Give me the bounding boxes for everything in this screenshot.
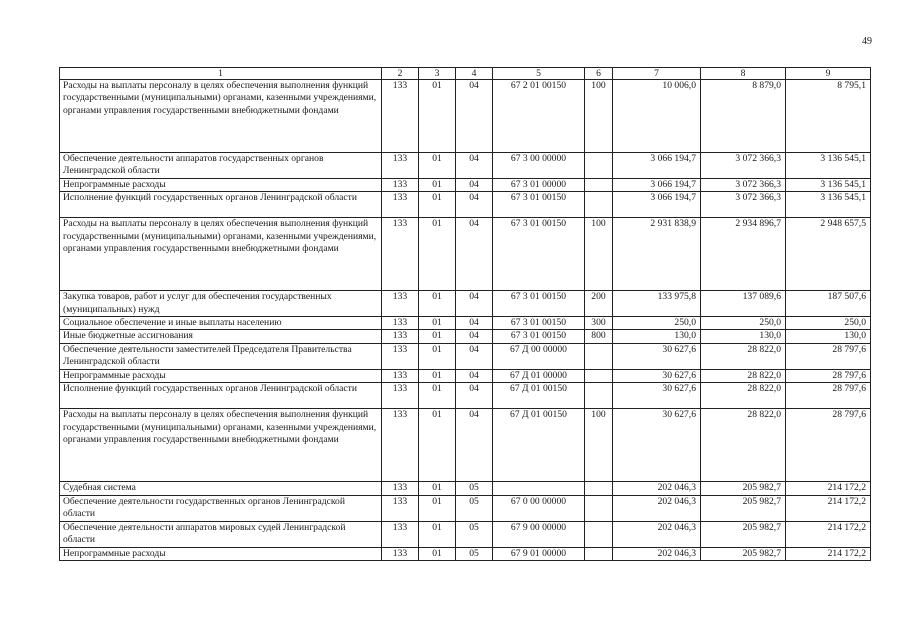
amount-col8-cell: 28 822,0 <box>701 369 786 382</box>
target-article-cell: 67 9 01 00000 <box>493 547 585 560</box>
amount-col9-cell: 214 172,2 <box>786 547 871 560</box>
subsection-code-cell: 04 <box>456 291 493 317</box>
ministry-code-cell: 133 <box>382 383 419 409</box>
amount-col9-cell: 250,0 <box>786 317 871 330</box>
section-code-cell: 01 <box>419 343 456 369</box>
amount-col9-cell: 2 948 657,5 <box>786 218 871 291</box>
table-row <box>60 369 871 382</box>
subsection-code-cell: 04 <box>456 153 493 179</box>
header-cell: 7 <box>613 68 701 80</box>
amount-col9-cell: 214 172,2 <box>786 495 871 521</box>
expense-name-cell: Социальное обеспечение и иные выплаты населению <box>60 317 382 330</box>
table-row <box>60 495 871 521</box>
expense-name-cell: Обеспечение деятельности заместителей Председателя Правительства Ленинградской области <box>60 343 382 369</box>
ministry-code-cell: 133 <box>382 330 419 343</box>
section-code-cell: 01 <box>419 409 456 482</box>
subsection-code-cell: 04 <box>456 192 493 218</box>
section-code-cell: 01 <box>419 369 456 382</box>
amount-col7-cell: 10 006,0 <box>613 80 701 153</box>
header-cell: 5 <box>493 68 585 80</box>
ministry-code-cell: 133 <box>382 178 419 191</box>
amount-col9-cell: 28 797,6 <box>786 409 871 482</box>
table-row <box>60 521 871 547</box>
table-row <box>60 343 871 369</box>
expense-type-cell <box>585 369 613 382</box>
target-article-cell: 67 2 01 00150 <box>493 80 585 153</box>
amount-col8-cell: 205 982,7 <box>701 547 786 560</box>
expense-name-cell: Обеспечение деятельности аппаратов государственных органов Ленинградской области <box>60 153 382 179</box>
section-code-cell: 01 <box>419 317 456 330</box>
section-code-cell: 01 <box>419 383 456 409</box>
subsection-code-cell: 05 <box>456 482 493 495</box>
table-row <box>60 153 871 179</box>
section-code-cell: 01 <box>419 547 456 560</box>
table-row <box>60 218 871 291</box>
expense-type-cell <box>585 153 613 179</box>
section-code-cell: 01 <box>419 482 456 495</box>
expense-name-cell: Обеспечение деятельности государственных органов Ленинградской области <box>60 495 382 521</box>
expense-name-cell: Расходы на выплаты персоналу в целях обеспечения выполнения функций государственными (муниципальными) органами, казенными учреждениями, органами управления государственными внебюджетными фондами <box>60 80 382 153</box>
amount-col9-cell: 130,0 <box>786 330 871 343</box>
header-cell: 9 <box>786 68 871 80</box>
target-article-cell: 67 3 01 00000 <box>493 178 585 191</box>
ministry-code-cell: 133 <box>382 153 419 179</box>
amount-col8-cell: 28 822,0 <box>701 409 786 482</box>
target-article-cell: 67 3 01 00150 <box>493 218 585 291</box>
amount-col8-cell: 250,0 <box>701 317 786 330</box>
target-article-cell: 67 9 00 00000 <box>493 521 585 547</box>
amount-col8-cell: 130,0 <box>701 330 786 343</box>
expense-type-cell <box>585 383 613 409</box>
amount-col7-cell: 250,0 <box>613 317 701 330</box>
section-code-cell: 01 <box>419 330 456 343</box>
header-cell: 3 <box>419 68 456 80</box>
target-article-cell: 67 3 01 00150 <box>493 291 585 317</box>
expense-type-cell <box>585 547 613 560</box>
expense-name-cell: Судебная система <box>60 482 382 495</box>
amount-col8-cell: 205 982,7 <box>701 521 786 547</box>
ministry-code-cell: 133 <box>382 192 419 218</box>
subsection-code-cell: 05 <box>456 521 493 547</box>
amount-col7-cell: 3 066 194,7 <box>613 178 701 191</box>
header-cell: 8 <box>701 68 786 80</box>
target-article-cell: 67 3 00 00000 <box>493 153 585 179</box>
ministry-code-cell: 133 <box>382 218 419 291</box>
ministry-code-cell: 133 <box>382 547 419 560</box>
table-row <box>60 547 871 560</box>
ministry-code-cell: 133 <box>382 495 419 521</box>
amount-col7-cell: 202 046,3 <box>613 482 701 495</box>
expense-type-cell: 100 <box>585 80 613 153</box>
header-cell: 4 <box>456 68 493 80</box>
amount-col8-cell: 3 072 366,3 <box>701 192 786 218</box>
target-article-cell: 67 Д 01 00150 <box>493 409 585 482</box>
amount-col9-cell: 28 797,6 <box>786 383 871 409</box>
expense-name-cell: Закупка товаров, работ и услуг для обеспечения государственных (муниципальных) нужд <box>60 291 382 317</box>
ministry-code-cell: 133 <box>382 369 419 382</box>
amount-col7-cell: 202 046,3 <box>613 547 701 560</box>
expense-type-cell <box>585 343 613 369</box>
target-article-cell <box>493 482 585 495</box>
ministry-code-cell: 133 <box>382 409 419 482</box>
budget-table <box>59 67 871 561</box>
amount-col7-cell: 30 627,6 <box>613 409 701 482</box>
table-row <box>60 317 871 330</box>
amount-col8-cell: 28 822,0 <box>701 343 786 369</box>
table-row <box>60 383 871 409</box>
expense-type-cell <box>585 482 613 495</box>
target-article-cell: 67 Д 00 00000 <box>493 343 585 369</box>
ministry-code-cell: 133 <box>382 521 419 547</box>
section-code-cell: 01 <box>419 80 456 153</box>
table-row <box>60 291 871 317</box>
target-article-cell: 67 Д 01 00000 <box>493 369 585 382</box>
ministry-code-cell: 133 <box>382 343 419 369</box>
amount-col8-cell: 3 072 366,3 <box>701 153 786 179</box>
amount-col9-cell: 214 172,2 <box>786 521 871 547</box>
ministry-code-cell: 133 <box>382 80 419 153</box>
amount-col7-cell: 30 627,6 <box>613 369 701 382</box>
amount-col7-cell: 30 627,6 <box>613 343 701 369</box>
section-code-cell: 01 <box>419 495 456 521</box>
subsection-code-cell: 04 <box>456 330 493 343</box>
expense-type-cell: 300 <box>585 317 613 330</box>
expense-name-cell: Непрограммные расходы <box>60 369 382 382</box>
subsection-code-cell: 05 <box>456 495 493 521</box>
expense-name-cell: Иные бюджетные ассигнования <box>60 330 382 343</box>
amount-col9-cell: 214 172,2 <box>786 482 871 495</box>
amount-col9-cell: 3 136 545,1 <box>786 178 871 191</box>
target-article-cell: 67 3 01 00150 <box>493 317 585 330</box>
subsection-code-cell: 05 <box>456 547 493 560</box>
table-row <box>60 409 871 482</box>
table-row <box>60 482 871 495</box>
section-code-cell: 01 <box>419 218 456 291</box>
target-article-cell: 67 0 00 00000 <box>493 495 585 521</box>
amount-col7-cell: 3 066 194,7 <box>613 192 701 218</box>
section-code-cell: 01 <box>419 291 456 317</box>
amount-col8-cell: 205 982,7 <box>701 495 786 521</box>
amount-col9-cell: 28 797,6 <box>786 369 871 382</box>
subsection-code-cell: 04 <box>456 178 493 191</box>
target-article-cell: 67 Д 01 00150 <box>493 383 585 409</box>
subsection-code-cell: 04 <box>456 369 493 382</box>
expense-name-cell: Исполнение функций государственных органов Ленинградской области <box>60 383 382 409</box>
amount-col9-cell: 3 136 545,1 <box>786 153 871 179</box>
amount-col8-cell: 2 934 896,7 <box>701 218 786 291</box>
expense-type-cell: 100 <box>585 409 613 482</box>
ministry-code-cell: 133 <box>382 482 419 495</box>
amount-col9-cell: 187 507,6 <box>786 291 871 317</box>
expense-name-cell: Непрограммные расходы <box>60 547 382 560</box>
header-cell: 6 <box>585 68 613 80</box>
page-number: 49 <box>862 36 872 47</box>
amount-col7-cell: 30 627,6 <box>613 383 701 409</box>
ministry-code-cell: 133 <box>382 317 419 330</box>
ministry-code-cell: 133 <box>382 291 419 317</box>
table-row <box>60 330 871 343</box>
expense-type-cell: 100 <box>585 218 613 291</box>
amount-col7-cell: 133 975,8 <box>613 291 701 317</box>
target-article-cell: 67 3 01 00150 <box>493 330 585 343</box>
table-row <box>60 80 871 153</box>
table-row <box>60 178 871 191</box>
amount-col9-cell: 28 797,6 <box>786 343 871 369</box>
expense-name-cell: Расходы на выплаты персоналу в целях обеспечения выполнения функций государственными (муниципальными) органами, казенными учреждениями, органами управления государственными внебюджетными фондами <box>60 218 382 291</box>
section-code-cell: 01 <box>419 178 456 191</box>
amount-col9-cell: 8 795,1 <box>786 80 871 153</box>
section-code-cell: 01 <box>419 192 456 218</box>
expense-type-cell <box>585 192 613 218</box>
amount-col8-cell: 137 089,6 <box>701 291 786 317</box>
expense-name-cell: Обеспечение деятельности аппаратов мировых судей Ленинградской области <box>60 521 382 547</box>
table-row <box>60 192 871 218</box>
amount-col7-cell: 202 046,3 <box>613 521 701 547</box>
header-row <box>60 68 871 80</box>
expense-type-cell: 800 <box>585 330 613 343</box>
expense-type-cell: 200 <box>585 291 613 317</box>
section-code-cell: 01 <box>419 153 456 179</box>
expense-name-cell: Исполнение функций государственных органов Ленинградской области <box>60 192 382 218</box>
amount-col8-cell: 3 072 366,3 <box>701 178 786 191</box>
header-cell: 1 <box>60 68 382 80</box>
subsection-code-cell: 04 <box>456 343 493 369</box>
amount-col7-cell: 2 931 838,9 <box>613 218 701 291</box>
subsection-code-cell: 04 <box>456 317 493 330</box>
expense-type-cell <box>585 495 613 521</box>
amount-col8-cell: 205 982,7 <box>701 482 786 495</box>
amount-col8-cell: 28 822,0 <box>701 383 786 409</box>
amount-col7-cell: 3 066 194,7 <box>613 153 701 179</box>
amount-col7-cell: 202 046,3 <box>613 495 701 521</box>
amount-col9-cell: 3 136 545,1 <box>786 192 871 218</box>
amount-col7-cell: 130,0 <box>613 330 701 343</box>
expense-name-cell: Непрограммные расходы <box>60 178 382 191</box>
subsection-code-cell: 04 <box>456 383 493 409</box>
expense-type-cell <box>585 178 613 191</box>
subsection-code-cell: 04 <box>456 218 493 291</box>
expense-name-cell: Расходы на выплаты персоналу в целях обеспечения выполнения функций государственными (муниципальными) органами, казенными учреждениями, органами управления государственными внебюджетными фондами <box>60 409 382 482</box>
amount-col8-cell: 8 879,0 <box>701 80 786 153</box>
target-article-cell: 67 3 01 00150 <box>493 192 585 218</box>
subsection-code-cell: 04 <box>456 80 493 153</box>
header-cell: 2 <box>382 68 419 80</box>
subsection-code-cell: 04 <box>456 409 493 482</box>
section-code-cell: 01 <box>419 521 456 547</box>
expense-type-cell <box>585 521 613 547</box>
